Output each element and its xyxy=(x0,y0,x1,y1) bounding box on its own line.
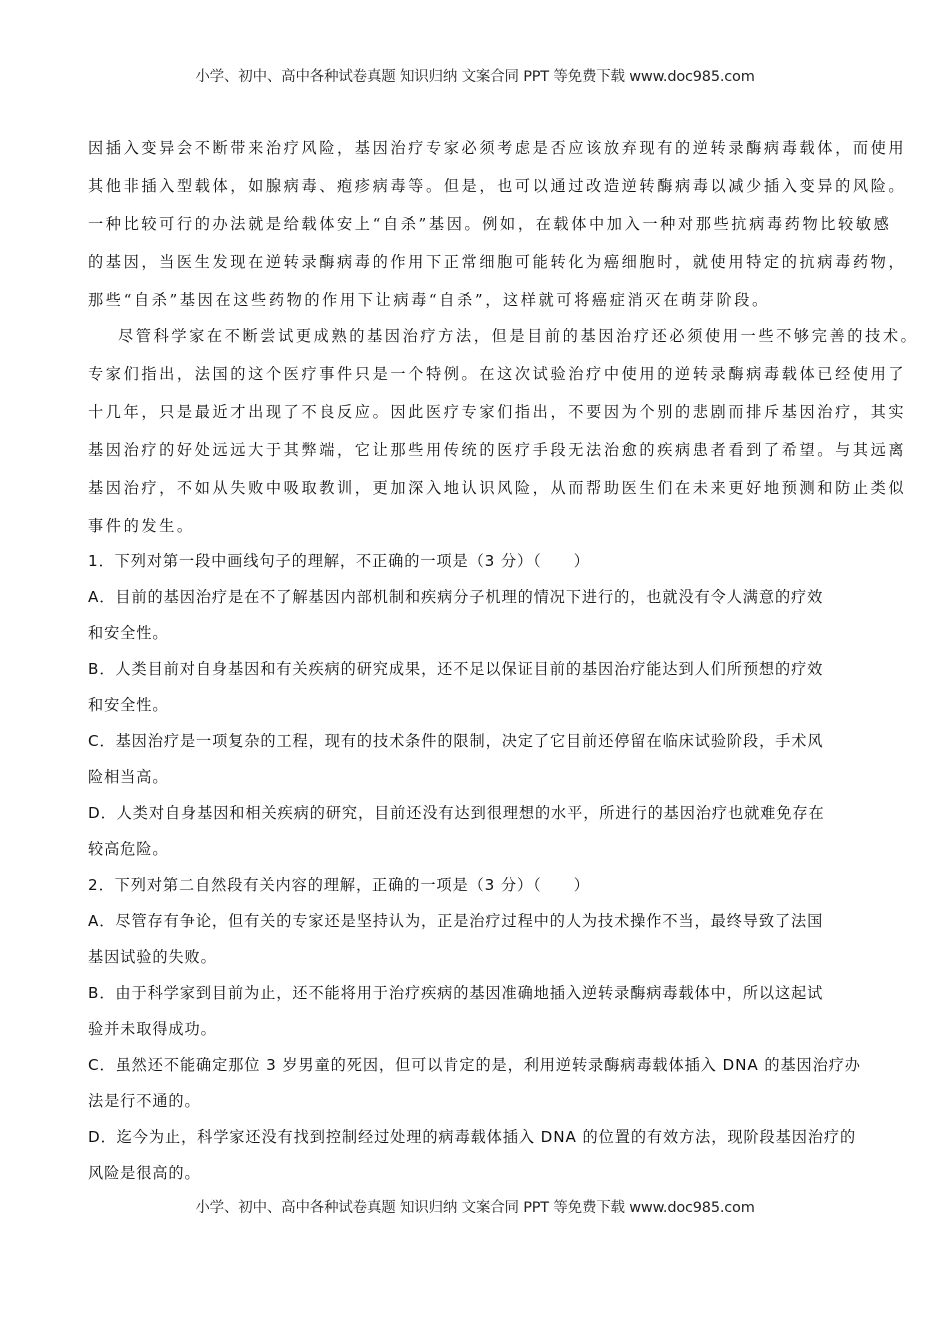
option-b-cont: 验并未取得成功。 xyxy=(88,1020,217,1038)
passage-line: 基因治疗的好处远远大于其弊端，它让那些用传统的医疗手段无法治愈的疾病患者看到了希望。与其远离 xyxy=(88,441,907,459)
option-d: D．迄今为止，科学家还没有找到控制经过处理的病毒载体插入 DNA 的位置的有效方法，现阶段基因治疗的 xyxy=(88,1128,857,1146)
option-b: B．由于科学家到目前为止，还不能将用于治疗疾病的基因准确地插入逆转录酶病毒载体中，所以这起试 xyxy=(88,984,824,1002)
page-header-banner: 小学、初中、高中各种试卷真题 知识归纳 文案合同 PPT 等免费下载 www.doc985.com xyxy=(195,69,755,85)
option-d: D．人类对自身基因和相关疾病的研究，目前还没有达到很理想的水平，所进行的基因治疗也就难免存在 xyxy=(88,804,825,822)
passage-line: 的基因，当医生发现在逆转录酶病毒的作用下正常细胞可能转化为癌细胞时，就使用特定的抗病毒药物， xyxy=(88,253,907,271)
passage-line: 基因治疗，不如从失败中吸取教训，更加深入地认识风险，从而帮助医生们在未来更好地预测和防止类似 xyxy=(88,479,907,497)
option-c: C．虽然还不能确定那位 3 岁男童的死因，但可以肯定的是，利用逆转录酶病毒载体插入 DNA 的基因治疗办 xyxy=(88,1056,861,1074)
passage-line: 专家们指出，法国的这个医疗事件只是一个特例。在这次试验治疗中使用的逆转录酶病毒载体已经使用了 xyxy=(88,365,907,383)
passage-line: 一种比较可行的办法就是给载体安上“自杀”基因。例如，在载体中加入一种对那些抗病毒药物比较敏感 xyxy=(88,215,892,233)
option-b: B．人类目前对自身基因和有关疾病的研究成果，还不足以保证目前的基因治疗能达到人们所预想的疗效 xyxy=(88,660,824,678)
option-a-cont: 基因试验的失败。 xyxy=(88,948,217,966)
option-a: A．尽管存有争论，但有关的专家还是坚持认为，正是治疗过程中的人为技术操作不当，最终导致了法国 xyxy=(88,912,824,930)
option-a: A．目前的基因治疗是在不了解基因内部机制和疾病分子机理的情况下进行的，也就没有令人满意的疗效 xyxy=(88,588,824,606)
option-d-cont: 风险是很高的。 xyxy=(88,1164,201,1182)
option-d-cont: 较高危险。 xyxy=(88,840,169,858)
page-footer-banner: 小学、初中、高中各种试卷真题 知识归纳 文案合同 PPT 等免费下载 www.doc985.com xyxy=(195,1200,755,1216)
question-stem: 2．下列对第二自然段有关内容的理解，正确的一项是（3 分）（ ） xyxy=(88,876,590,894)
passage-line: 那些“自杀”基因在这些药物的作用下让病毒“自杀”，这样就可将癌症消灭在萌芽阶段。 xyxy=(88,291,770,309)
option-c: C．基因治疗是一项复杂的工程，现有的技术条件的限制，决定了它目前还停留在临床试验阶段，手术风 xyxy=(88,732,824,750)
option-a-cont: 和安全性。 xyxy=(88,624,169,642)
passage-line: 因插入变异会不断带来治疗风险，基因治疗专家必须考虑是否应该放弃现有的逆转录酶病毒载体，而使用 xyxy=(88,139,907,157)
option-c-cont: 险相当高。 xyxy=(88,768,169,786)
option-b-cont: 和安全性。 xyxy=(88,696,169,714)
question-stem: 1．下列对第一段中画线句子的理解，不正确的一项是（3 分）（ ） xyxy=(88,552,590,570)
passage-line: 十几年，只是最近才出现了不良反应。因此医疗专家们指出，不要因为个别的悲剧而排斥基因治疗，其实 xyxy=(88,403,907,421)
passage-line: 事件的发生。 xyxy=(88,517,195,535)
passage-line: 其他非插入型载体，如腺病毒、疱疹病毒等。但是，也可以通过改造逆转酶病毒以减少插入变异的风险。 xyxy=(88,177,907,195)
option-c-cont: 法是行不通的。 xyxy=(88,1092,201,1110)
passage-line: 尽管科学家在不断尝试更成熟的基因治疗方法，但是目前的基因治疗还必须使用一些不够完善的技术。 xyxy=(118,327,919,345)
